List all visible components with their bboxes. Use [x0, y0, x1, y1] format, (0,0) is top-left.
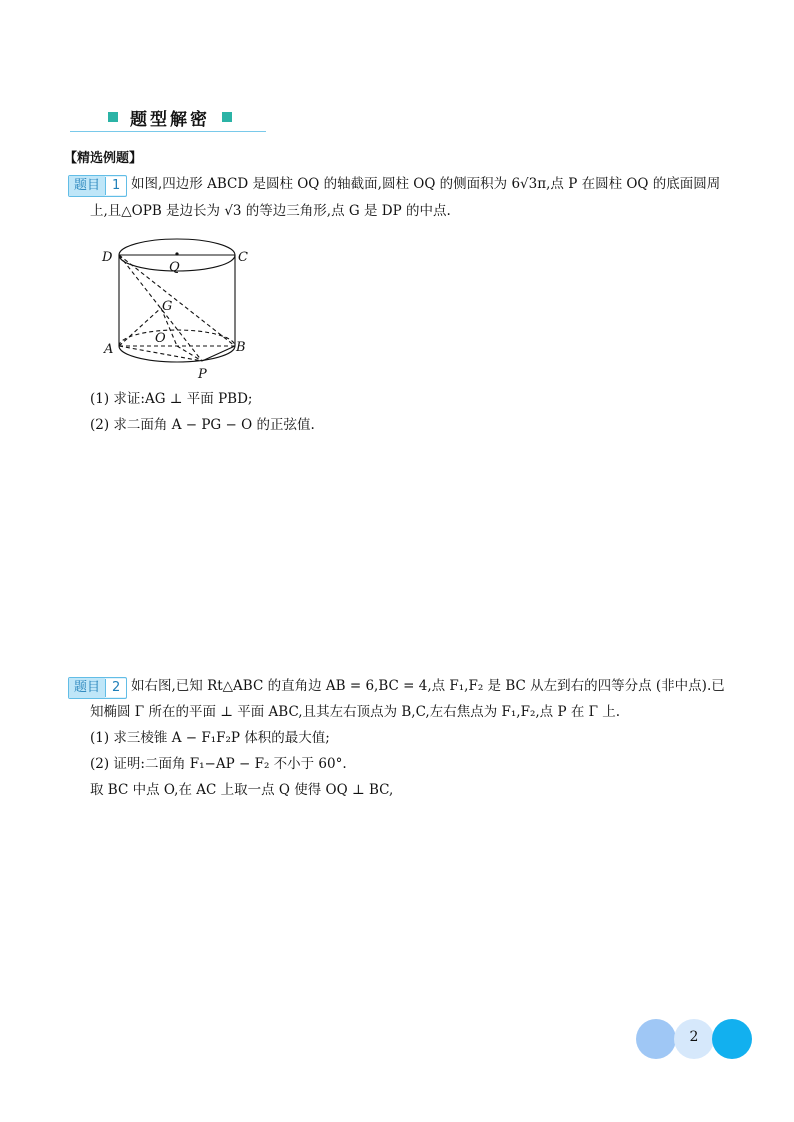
section-title: 题型解密: [130, 110, 210, 130]
problem-2-note: 取 BC 中点 O,在 AC 上取一点 Q 使得 OQ ⊥ BC,: [90, 782, 394, 798]
problem-1-line-2: 上,且△OPB 是边长为 √3 的等边三角形,点 G 是 DP 的中点.: [90, 203, 451, 219]
badge-circle-left: [636, 1019, 676, 1059]
label-q: Q: [169, 260, 180, 275]
point-q: [175, 252, 178, 255]
problem-2-part-1: (1) 求三棱锥 A − F₁F₂P 体积的最大值;: [90, 730, 330, 746]
problem-2-line-2: 知椭圆 Γ 所在的平面 ⊥ 平面 ABC,且其左右顶点为 B,C,左右焦点为 F₁,F₂,点 P 在 Γ 上.: [90, 704, 621, 720]
section-divider: [70, 131, 266, 132]
featured-examples-label: 【精选例题】: [64, 151, 143, 166]
problem-1-part-1: (1) 求证:AG ⊥ 平面 PBD;: [90, 391, 253, 407]
label-g: G: [162, 299, 173, 314]
label-p: P: [198, 367, 207, 382]
square-bullet-icon: [222, 112, 232, 122]
problem-2-line-1: 如右图,已知 Rt△ABC 的直角边 AB = 6,BC = 4,点 F₁,F₂ 是 BC 从左到右的四等分点 (非中点).已: [131, 678, 725, 694]
square-bullet-icon: [108, 112, 118, 122]
label-b: B: [236, 340, 246, 355]
problem-1-tag: [68, 174, 127, 197]
label-o: O: [155, 331, 166, 346]
segment-bp: [202, 346, 235, 361]
problem-1-line-1: 如图,四边形 ABCD 是圆柱 OQ 的轴截面,圆柱 OQ 的侧面积为 6√3π,点 P 在圆柱 OQ 的底面圆周: [131, 176, 721, 192]
badge-circle-right: [712, 1019, 752, 1059]
label-a: A: [104, 342, 114, 357]
problem-2-part-2: (2) 证明:二面角 F₁−AP − F₂ 不小于 60°.: [90, 756, 347, 772]
problem-number: 1: [105, 177, 126, 195]
problem-1-part-2: (2) 求二面角 A − PG − O 的正弦值.: [90, 417, 315, 433]
problem-number: 2: [105, 679, 126, 697]
page-number-badge: [636, 1017, 752, 1059]
section-header: [70, 104, 266, 132]
label-d: D: [102, 250, 113, 265]
problem-2-tag: [68, 676, 127, 699]
problem-tag-text: 题目: [69, 176, 105, 196]
bottom-back-arc: [119, 330, 235, 346]
page-number: 2: [689, 1029, 699, 1045]
problem-tag-text: 题目: [69, 678, 105, 698]
cylinder-figure: [96, 230, 266, 382]
label-c: C: [238, 250, 248, 265]
